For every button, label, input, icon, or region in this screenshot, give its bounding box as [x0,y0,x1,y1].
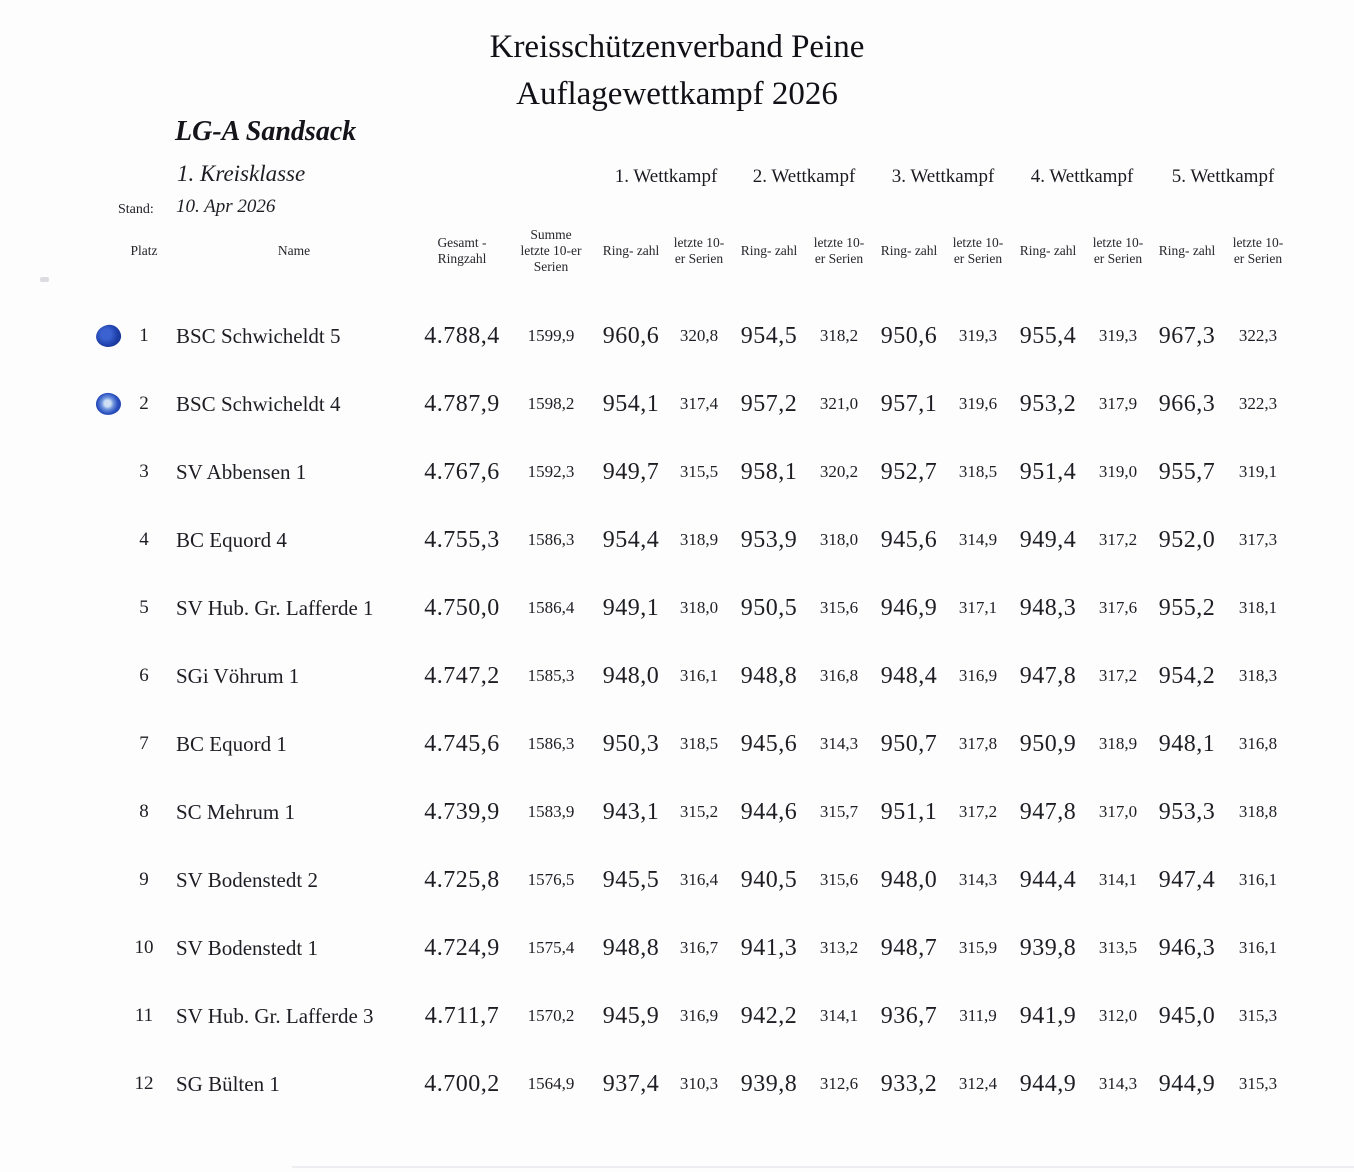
row-marker-cell [0,370,120,438]
table-row [0,438,1294,506]
row-ringzahl-value: 939,8 [1019,934,1077,961]
row-ringzahl-value: 948,7 [880,934,938,961]
row-ringzahl-value: 954,2 [1158,662,1216,689]
row-ringzahl-value: 966,3 [1158,390,1216,417]
wettkampf-header: 5. Wettkampf [1171,166,1275,187]
row-letzte-value: 314,3 [958,870,998,889]
table-row [0,914,1294,982]
col-header-letzte: letzte 10- er Serien [1092,235,1144,266]
row-marker-cell [0,506,120,574]
row-ringzahl-value: 960,6 [602,322,660,349]
row-ringzahl-value: 955,7 [1158,458,1216,485]
row-team-name: SV Bodenstedt 1 [176,935,318,960]
row-platz: 9 [139,869,149,890]
row-letzte-value: 316,7 [679,938,719,957]
row-summe-letzte: 1586,3 [527,530,575,549]
row-ringzahl-value: 951,1 [880,798,938,825]
row-platz: 5 [139,597,149,618]
row-letzte-value: 314,9 [958,530,998,549]
wettkampf-header: 3. Wettkampf [891,166,995,187]
table-row [0,982,1294,1050]
row-letzte-value: 320,8 [679,326,719,345]
row-team-name: SG Bülten 1 [176,1071,280,1096]
row-letzte-value: 318,8 [1238,802,1278,821]
row-ringzahl-value: 940,5 [740,866,798,893]
class-label: 1. Kreisklasse [177,161,306,186]
table-row [0,846,1294,914]
row-marker-cell [0,302,120,370]
row-gesamt-ringzahl: 4.739,9 [424,798,500,825]
row-ringzahl-value: 939,8 [740,1070,798,1097]
col-header-summe-line1: Summe [530,227,572,242]
row-ringzahl-value: 948,3 [1019,594,1077,621]
row-letzte-value: 317,2 [958,802,998,821]
row-letzte-value: 322,3 [1238,326,1278,345]
row-letzte-value: 322,3 [1238,394,1278,413]
row-gesamt-ringzahl: 4.750,0 [424,594,500,621]
row-letzte-value: 319,3 [1098,326,1138,345]
col-header-letzte: letzte 10- er Serien [1232,235,1284,266]
row-ringzahl-value: 943,1 [602,798,660,825]
row-letzte-value: 316,1 [1238,870,1278,889]
row-summe-letzte: 1570,2 [527,1006,575,1025]
row-letzte-value: 315,2 [679,802,719,821]
row-ringzahl-value: 937,4 [602,1070,660,1097]
row-summe-letzte: 1592,3 [527,462,575,481]
row-ringzahl-value: 944,9 [1019,1070,1077,1097]
row-ringzahl-value: 950,9 [1019,730,1077,757]
col-header-ringzahl: Ring- zahl [740,243,798,258]
row-letzte-value: 312,6 [819,1074,859,1093]
row-ringzahl-value: 941,9 [1019,1002,1077,1029]
row-ringzahl-value: 941,3 [740,934,798,961]
row-letzte-value: 318,5 [679,734,719,753]
row-letzte-value: 317,2 [1098,666,1138,685]
row-ringzahl-value: 948,8 [602,934,660,961]
row-marker-cell [0,778,120,846]
row-letzte-value: 317,0 [1098,802,1138,821]
table-row [0,642,1294,710]
row-ringzahl-value: 933,2 [880,1070,938,1097]
row-summe-letzte: 1576,5 [527,870,575,889]
row-letzte-value: 318,3 [1238,666,1278,685]
row-ringzahl-value: 953,3 [1158,798,1216,825]
row-platz: 3 [139,461,149,482]
row-letzte-value: 319,1 [1238,462,1278,481]
row-summe-letzte: 1599,9 [527,326,575,345]
row-summe-letzte: 1586,3 [527,734,575,753]
row-letzte-value: 311,9 [959,1006,997,1025]
row-ringzahl-value: 945,0 [1158,1002,1216,1029]
row-letzte-value: 313,5 [1098,938,1138,957]
col-header-letzte: letzte 10- er Serien [952,235,1004,266]
row-ringzahl-value: 958,1 [740,458,798,485]
blue-ink-mark-icon [94,323,123,350]
row-ringzahl-value: 954,5 [740,322,798,349]
row-letzte-value: 313,2 [819,938,859,957]
row-letzte-value: 315,3 [1238,1006,1278,1025]
page-title [0,24,1354,118]
row-ringzahl-value: 948,0 [880,866,938,893]
row-letzte-value: 317,1 [958,598,998,617]
row-letzte-value: 316,4 [679,870,719,889]
col-header-summe-line3: Serien [533,259,569,274]
col-header-platz: Platz [130,243,158,258]
scan-artifact-line [292,1166,1354,1168]
row-team-name: SV Bodenstedt 2 [176,867,318,892]
row-platz: 10 [134,937,154,958]
row-gesamt-ringzahl: 4.725,8 [424,866,500,893]
row-ringzahl-value: 948,0 [602,662,660,689]
row-ringzahl-value: 955,4 [1019,322,1077,349]
row-letzte-value: 318,9 [1098,734,1138,753]
row-letzte-value: 319,6 [958,394,998,413]
row-summe-letzte: 1564,9 [527,1074,575,1093]
row-ringzahl-value: 945,6 [880,526,938,553]
row-marker-cell [0,438,120,506]
row-summe-letzte: 1583,9 [527,802,575,821]
row-ringzahl-value: 949,4 [1019,526,1077,553]
col-header-letzte: letzte 10- er Serien [673,235,725,266]
discipline-label: LG-A Sandsack [175,116,357,147]
row-letzte-value: 316,9 [958,666,998,685]
row-platz: 7 [139,733,149,754]
row-ringzahl-value: 944,4 [1019,866,1077,893]
row-team-name: BC Equord 1 [176,731,287,756]
row-ringzahl-value: 947,8 [1019,662,1077,689]
row-platz: 11 [134,1005,154,1026]
row-ringzahl-value: 945,5 [602,866,660,893]
row-ringzahl-value: 967,3 [1158,322,1216,349]
stand-label: Stand: [118,202,154,217]
row-letzte-value: 315,6 [819,870,859,889]
row-ringzahl-value: 952,7 [880,458,938,485]
row-ringzahl-value: 950,7 [880,730,938,757]
row-ringzahl-value: 950,3 [602,730,660,757]
col-header-summe [504,227,598,275]
col-header-ringzahl: Ring- zahl [1158,243,1216,258]
row-letzte-value: 318,1 [1238,598,1278,617]
row-letzte-value: 320,2 [819,462,859,481]
row-ringzahl-value: 944,9 [1158,1070,1216,1097]
row-summe-letzte: 1598,2 [527,394,575,413]
row-ringzahl-value: 957,1 [880,390,938,417]
results-table-body [0,302,1294,1118]
row-platz: 4 [139,529,149,550]
row-letzte-value: 315,5 [679,462,719,481]
row-letzte-value: 318,2 [819,326,859,345]
row-letzte-value: 318,0 [819,530,859,549]
row-summe-letzte: 1585,3 [527,666,575,685]
row-team-name: BSC Schwicheldt 4 [176,391,341,416]
row-ringzahl-value: 936,7 [880,1002,938,1029]
row-letzte-value: 316,1 [1238,938,1278,957]
row-ringzahl-value: 954,4 [602,526,660,553]
row-ringzahl-value: 945,9 [602,1002,660,1029]
row-letzte-value: 312,4 [958,1074,998,1093]
row-gesamt-ringzahl: 4.788,4 [424,322,500,349]
column-header-row [0,220,1294,282]
page-title-line1: Kreisschützenverband Peine [489,29,865,65]
row-platz: 1 [139,325,149,346]
row-letzte-value: 316,1 [679,666,719,685]
table-row [0,506,1294,574]
row-letzte-value: 316,8 [819,666,859,685]
row-ringzahl-value: 952,0 [1158,526,1216,553]
row-ringzahl-value: 948,4 [880,662,938,689]
row-letzte-value: 316,9 [679,1006,719,1025]
col-header-letzte: letzte 10- er Serien [813,235,865,266]
row-gesamt-ringzahl: 4.700,2 [424,1070,500,1097]
row-platz: 6 [139,665,149,686]
row-team-name: SGi Vöhrum 1 [176,663,300,688]
row-ringzahl-value: 953,2 [1019,390,1077,417]
row-platz: 12 [134,1073,154,1094]
row-marker-cell [0,846,120,914]
row-marker-cell [0,574,120,642]
row-ringzahl-value: 948,8 [740,662,798,689]
row-letzte-value: 321,0 [819,394,859,413]
row-platz: 2 [139,393,149,414]
col-header-spacer [0,220,120,282]
row-letzte-value: 314,1 [1098,870,1138,889]
row-team-name: SV Hub. Gr. Lafferde 3 [176,1003,374,1028]
table-row [0,1050,1294,1118]
row-summe-letzte: 1575,4 [527,938,575,957]
page-title-line2: Auflagewettkampf 2026 [516,76,838,112]
row-marker-cell [0,1050,120,1118]
row-ringzahl-value: 948,1 [1158,730,1216,757]
row-gesamt-ringzahl: 4.787,9 [424,390,500,417]
row-platz: 8 [139,801,149,822]
table-row [0,370,1294,438]
row-ringzahl-value: 951,4 [1019,458,1077,485]
row-letzte-value: 315,7 [819,802,859,821]
stand-date: 10. Apr 2026 [176,196,276,217]
row-letzte-value: 319,0 [1098,462,1138,481]
row-marker-cell [0,710,120,778]
row-gesamt-ringzahl: 4.745,6 [424,730,500,757]
col-header-summe-line2: letzte 10-er [520,243,582,258]
col-header-ringzahl: Ring- zahl [880,243,938,258]
row-ringzahl-value: 953,9 [740,526,798,553]
row-letzte-value: 319,3 [958,326,998,345]
row-ringzahl-value: 947,4 [1158,866,1216,893]
scan-artifact-dash [40,277,49,282]
row-marker-cell [0,914,120,982]
row-ringzahl-value: 949,1 [602,594,660,621]
row-ringzahl-value: 942,2 [740,1002,798,1029]
col-header-name: Name [277,243,311,258]
col-header-ringzahl: Ring- zahl [602,243,660,258]
row-team-name: SV Hub. Gr. Lafferde 1 [176,595,374,620]
row-letzte-value: 314,1 [819,1006,859,1025]
row-letzte-value: 318,0 [679,598,719,617]
row-team-name: SV Abbensen 1 [176,459,307,484]
row-ringzahl-value: 950,5 [740,594,798,621]
row-ringzahl-value: 957,2 [740,390,798,417]
row-gesamt-ringzahl: 4.724,9 [424,934,500,961]
row-ringzahl-value: 944,6 [740,798,798,825]
blue-ink-mark-icon [95,391,123,416]
wettkampf-header: 4. Wettkampf [1030,166,1134,187]
row-letzte-value: 315,6 [819,598,859,617]
table-row [0,302,1294,370]
col-header-gesamt [420,235,504,267]
row-letzte-value: 318,9 [679,530,719,549]
col-header-ringzahl: Ring- zahl [1019,243,1077,258]
row-letzte-value: 317,9 [1098,394,1138,413]
row-marker-cell [0,642,120,710]
row-marker-cell [0,982,120,1050]
row-letzte-value: 316,8 [1238,734,1278,753]
wettkampf-header: 2. Wettkampf [752,166,856,187]
row-ringzahl-value: 949,7 [602,458,660,485]
row-ringzahl-value: 945,6 [740,730,798,757]
row-letzte-value: 317,6 [1098,598,1138,617]
row-ringzahl-value: 955,2 [1158,594,1216,621]
row-letzte-value: 315,9 [958,938,998,957]
col-header-gesamt-line1: Gesamt - [437,235,487,250]
table-row [0,778,1294,846]
row-letzte-value: 317,2 [1098,530,1138,549]
row-team-name: BSC Schwicheldt 5 [176,323,341,348]
table-row [0,710,1294,778]
wettkampf-header-row [598,166,1294,188]
col-header-gesamt-line2: Ringzahl [437,251,487,266]
row-letzte-value: 312,0 [1098,1006,1138,1025]
row-summe-letzte: 1586,4 [527,598,575,617]
table-row [0,574,1294,642]
row-letzte-value: 317,4 [679,394,719,413]
row-ringzahl-value: 947,8 [1019,798,1077,825]
row-letzte-value: 318,5 [958,462,998,481]
row-ringzahl-value: 946,9 [880,594,938,621]
row-letzte-value: 310,3 [679,1074,719,1093]
row-team-name: BC Equord 4 [176,527,287,552]
row-letzte-value: 314,3 [1098,1074,1138,1093]
row-gesamt-ringzahl: 4.755,3 [424,526,500,553]
row-ringzahl-value: 950,6 [880,322,938,349]
row-letzte-value: 315,3 [1238,1074,1278,1093]
row-gesamt-ringzahl: 4.767,6 [424,458,500,485]
row-gesamt-ringzahl: 4.711,7 [424,1002,500,1029]
row-ringzahl-value: 954,1 [602,390,660,417]
wettkampf-header: 1. Wettkampf [614,166,718,187]
row-letzte-value: 314,3 [819,734,859,753]
row-ringzahl-value: 946,3 [1158,934,1216,961]
row-letzte-value: 317,8 [958,734,998,753]
row-letzte-value: 317,3 [1238,530,1278,549]
row-gesamt-ringzahl: 4.747,2 [424,662,500,689]
row-team-name: SC Mehrum 1 [176,799,296,824]
